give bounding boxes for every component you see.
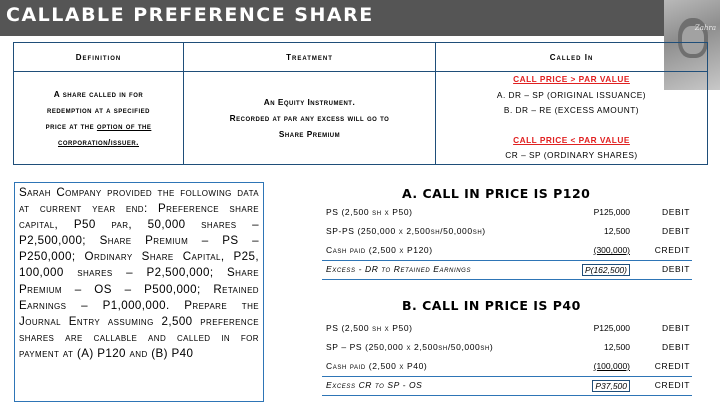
- definition-line3-underlined: option of the: [96, 120, 152, 131]
- slide-title: CALLABLE PREFERENCE SHARE: [6, 4, 374, 26]
- entry-label: Excess CR to SP - OS: [326, 380, 423, 390]
- section-b-row-2: [322, 338, 692, 357]
- entry-amount: P37,500: [592, 380, 630, 392]
- section-a-row-2: [322, 222, 692, 241]
- section-b-row-1: [322, 319, 692, 338]
- section-b-row-3: [322, 357, 692, 377]
- entry-label: Cash paid (2,500 x P40): [326, 361, 428, 371]
- section-a-row-1: [322, 203, 692, 222]
- definition-table: [13, 42, 708, 165]
- definition-line1: A share called in for: [53, 88, 144, 99]
- entry-label: PS (2,500 sh x P50): [326, 207, 413, 217]
- entry-label: SP – PS (250,000 x 2,500sh/50,000sh): [326, 342, 494, 352]
- called-in-item-b: B. DR – RE (EXCESS AMOUNT): [503, 105, 640, 115]
- entry-side: DEBIT: [661, 226, 690, 236]
- section-a-row-3: [322, 241, 692, 261]
- called-in-spacer: [442, 119, 701, 133]
- entry-amount: 12,500: [604, 226, 630, 236]
- treatment-line2: Recorded at par any excess will go to: [229, 112, 390, 123]
- definition-table-header: [14, 43, 708, 72]
- section-a-title: A. CALL IN PRICE IS P120: [402, 186, 591, 201]
- entry-side: DEBIT: [661, 264, 690, 274]
- entry-side: DEBIT: [661, 323, 690, 333]
- problem-statement: Sarah Company provided the following data at current year end: Preference share capital, P50 par, 50,000 shares – P2,500,000; Share Premium – PS – P250,000; Ordinary Share Capital, P25, 100,000 shares – P2,500,000; Share Premium – OS – P500,000; Retained Earnings – P1,000,000. Prepare the Journal Entry assuming 2,500 preference shares are callable and called in for payment at (A) P120 and (B) P40: [14, 182, 264, 402]
- entry-side: CREDIT: [654, 361, 690, 371]
- called-in-item-a: A. DR – SP (ORIGINAL ISSUANCE): [496, 89, 647, 100]
- call-price-less-heading: CALL PRICE < PAR VALUE: [513, 134, 630, 145]
- col-treatment: Treatment: [184, 43, 436, 72]
- entry-label: PS (2,500 sh x P50): [326, 323, 413, 333]
- called-in-item-c: CR – SP (ORDINARY SHARES): [505, 150, 638, 160]
- entry-label: Excess - DR to Retained Earnings: [326, 264, 472, 274]
- col-called-in: Called In: [436, 43, 708, 72]
- called-in-cell: [436, 72, 708, 165]
- section-a-row-4: [322, 260, 692, 280]
- entry-side: CREDIT: [654, 245, 690, 255]
- entry-amount: P125,000: [593, 323, 630, 333]
- definition-table-row: [14, 72, 708, 165]
- definition-line2: redemption at a specified: [47, 104, 150, 115]
- definition-cell: [14, 72, 184, 165]
- col-definition: Definition: [14, 43, 184, 72]
- definition-line3-prefix: price at the: [45, 120, 97, 131]
- section-b-row-4: [322, 376, 692, 396]
- entry-label: SP-PS (250,000 x 2,500sh/50,000sh): [326, 226, 486, 236]
- entry-side: DEBIT: [661, 342, 690, 352]
- entry-amount: (100,000): [593, 361, 630, 371]
- webcam-watermark: Zahra: [694, 24, 716, 32]
- treatment-line3: Share Premium: [278, 128, 341, 139]
- treatment-line1: An Equity Instrument.: [263, 96, 356, 107]
- definition-line3: [20, 118, 177, 134]
- title-bar: [0, 0, 720, 36]
- entry-amount: 12,500: [604, 342, 630, 352]
- entry-amount: P125,000: [593, 207, 630, 217]
- entry-amount: P(162,500): [582, 264, 630, 276]
- entry-side: DEBIT: [661, 207, 690, 217]
- definition-line4: corporation/issuer.: [57, 136, 139, 147]
- treatment-cell: [184, 72, 436, 165]
- section-b-title: B. CALL IN PRICE IS P40: [402, 298, 581, 313]
- entry-side: CREDIT: [654, 380, 690, 390]
- entry-amount: (300,000): [593, 245, 630, 255]
- call-price-greater-heading: CALL PRICE > PAR VALUE: [513, 74, 630, 84]
- entry-label: Cash paid (2,500 x P120): [326, 245, 433, 255]
